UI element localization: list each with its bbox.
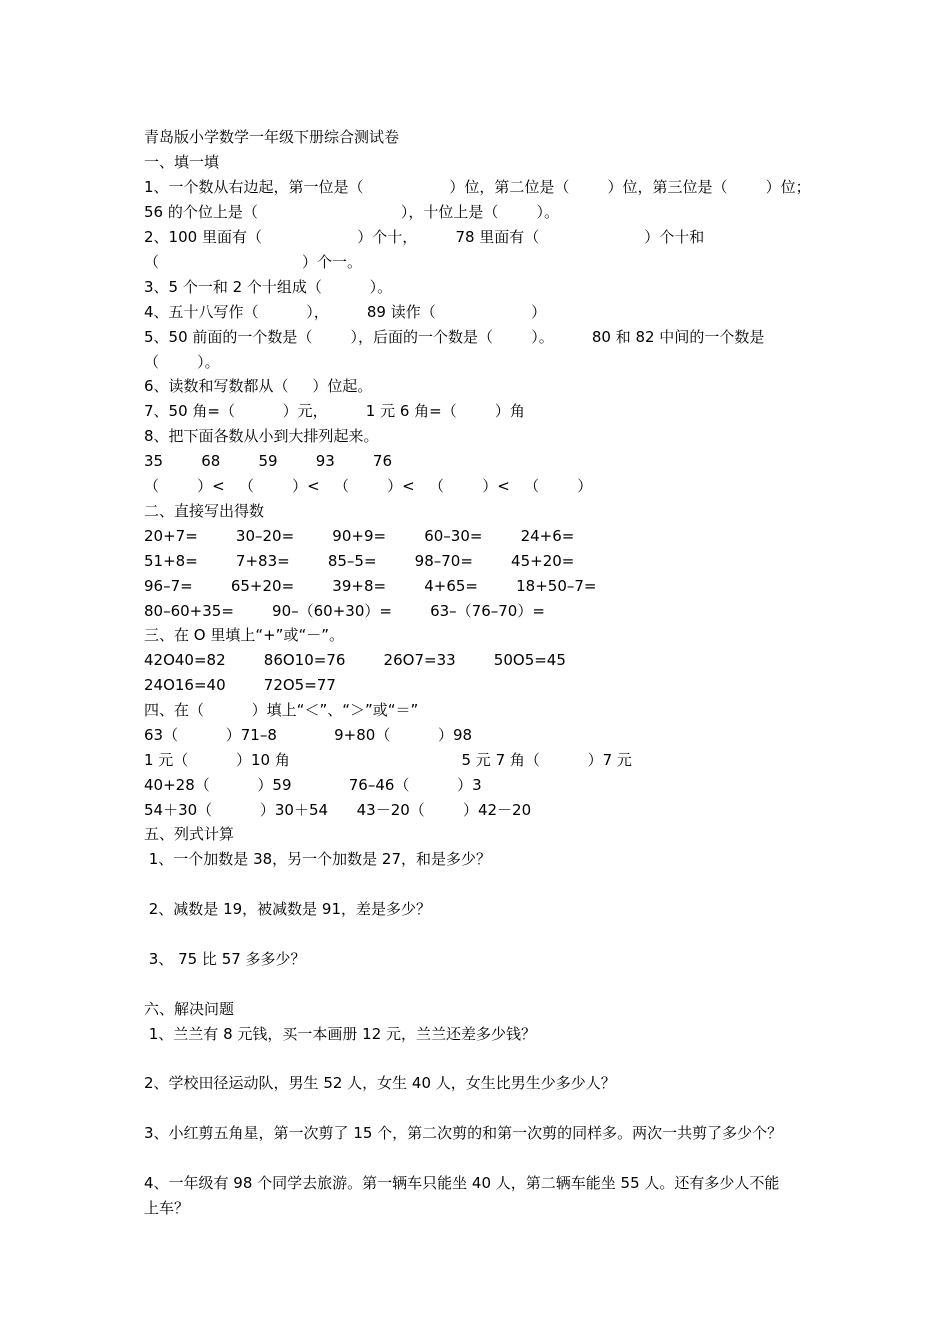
question-line: 8、把下面各数从小到大排列起来。 bbox=[144, 427, 379, 445]
question-line: 5、50 前面的一个数是（ ），后面的一个数是（ ）。 80 和 82 中间的一个数是 bbox=[144, 328, 765, 346]
word-problem: 2、学校田径运动队，男生 52 人，女生 40 人，女生比男生少多少人？ bbox=[144, 1074, 616, 1092]
question-line: 2、100 里面有（ ）个十， 78 里面有（ ）个十和 bbox=[144, 228, 705, 246]
comparison-row: 40+28（ ）59 76–46（ ）3 bbox=[144, 776, 482, 794]
word-problem: 3、 75 比 57 多多少？ bbox=[144, 950, 306, 968]
page-title: 青岛版小学数学一年级下册综合测试卷 bbox=[144, 128, 400, 146]
operator-row: 24O16=40 72O5=77 bbox=[144, 676, 336, 694]
arithmetic-row: 51+8= 7+83= 85–5= 98–70= 45+20= bbox=[144, 552, 575, 570]
word-problem: 4、一年级有 98 个同学去旅游。第一辆车只能坐 40 人，第二辆车能坐 55 人。还有多少人不能 bbox=[144, 1174, 780, 1192]
question-line: 4、五十八写作（ ）， 89 读作（ ） bbox=[144, 303, 547, 321]
word-problem: 2、减数是 19，被减数是 91，差是多少？ bbox=[144, 900, 432, 918]
word-problem: 3、小红剪五角星，第一次剪了 15 个，第二次剪的和第一次剪的同样多。两次一共剪了多少个？ bbox=[144, 1124, 783, 1142]
section-heading: 一、填一填 bbox=[144, 153, 220, 171]
word-problem: 1、兰兰有 8 元钱，买一本画册 12 元，兰兰还差多少钱？ bbox=[144, 1025, 537, 1043]
comparison-row: 63（ ）71–8 9+80（ ）98 bbox=[144, 726, 473, 744]
section-heading: 三、在 O 里填上“+”或“－”。 bbox=[144, 626, 344, 644]
operator-row: 42O40=82 86O10=76 26O7=33 50O5=45 bbox=[144, 651, 566, 669]
question-line: 7、50 角=（ ）元， 1 元 6 角=（ ）角 bbox=[144, 402, 525, 420]
arithmetic-row: 80–60+35= 90–（60+30）= 63–（76–70）= bbox=[144, 602, 545, 620]
question-line: 56 的个位上是（ ），十位上是（ ）。 bbox=[144, 203, 560, 221]
question-line: 6、读数和写数都从（ ）位起。 bbox=[144, 377, 373, 395]
question-line: （ ）个一。 bbox=[144, 253, 363, 271]
question-line: 1、一个数从右边起，第一位是（ ）位，第二位是（ ）位，第三位是（ ）位； bbox=[144, 178, 811, 196]
section-heading: 六、解决问题 bbox=[144, 1000, 235, 1018]
arithmetic-row: 96–7= 65+20= 39+8= 4+65= 18+50–7= bbox=[144, 577, 597, 595]
ordering-blanks: （ ）< （ ）< （ ）< （ ）< （ ） bbox=[144, 477, 593, 495]
section-heading: 二、直接写出得数 bbox=[144, 502, 265, 520]
arithmetic-row: 20+7= 30–20= 90+9= 60–30= 24+6= bbox=[144, 527, 575, 545]
section-heading: 四、在（ ）填上“＜”、“＞”或“＝” bbox=[144, 701, 419, 719]
section-heading: 五、列式计算 bbox=[144, 825, 235, 843]
word-problem: 上车？ bbox=[144, 1199, 190, 1217]
number-list: 35 68 59 93 76 bbox=[144, 452, 393, 470]
comparison-row: 54＋30（ ）30＋54 43－20（ ）42－20 bbox=[144, 801, 532, 819]
comparison-row: 1 元（ ）10 角 5 元 7 角（ ）7 元 bbox=[144, 751, 632, 769]
question-line: （ ）。 bbox=[144, 353, 220, 371]
word-problem: 1、一个加数是 38，另一个加数是 27，和是多少？ bbox=[144, 850, 492, 868]
question-line: 3、5 个一和 2 个十组成（ ）。 bbox=[144, 278, 393, 296]
